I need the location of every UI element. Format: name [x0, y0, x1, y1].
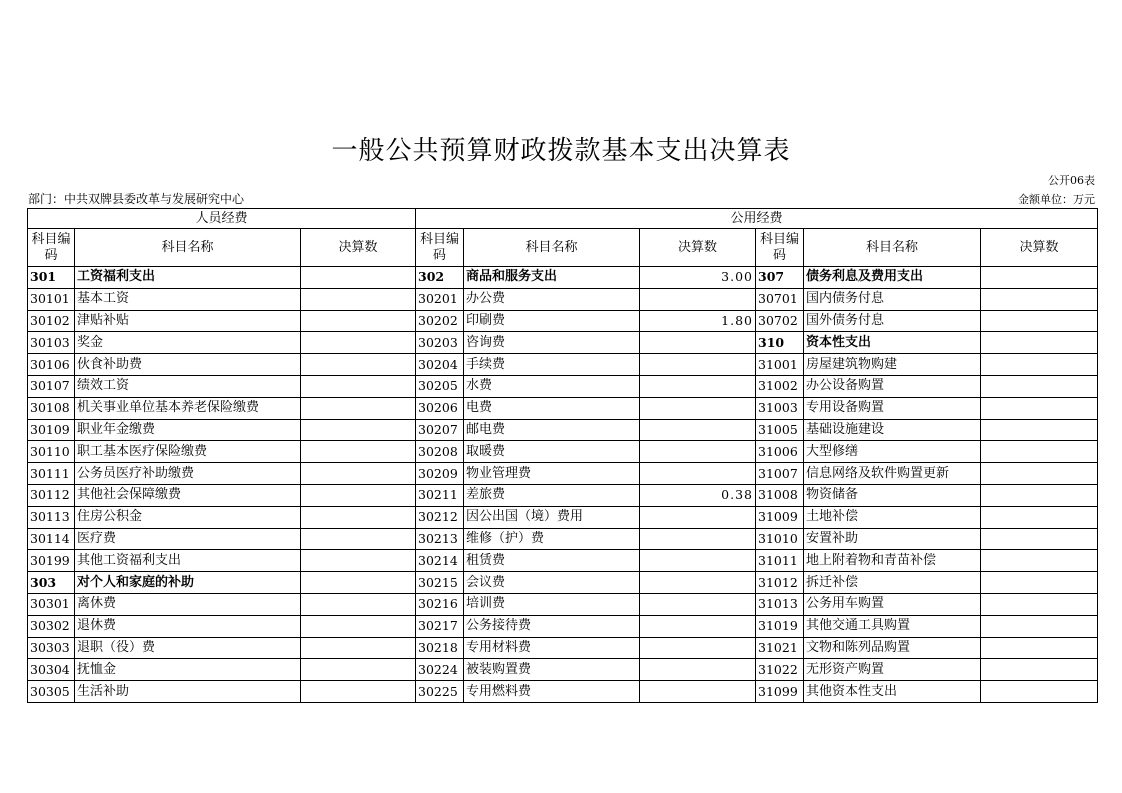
subject-code-cell: 30224 — [416, 659, 464, 681]
subject-code-cell: 31003 — [756, 397, 804, 419]
subject-name-cell: 专用燃料费 — [464, 681, 640, 703]
subject-name-cell: 电费 — [464, 397, 640, 419]
column-header-code: 科目编码 — [416, 229, 464, 267]
amount-cell — [301, 419, 416, 441]
amount-cell — [981, 615, 1098, 637]
subject-name-cell: 办公设备购置 — [804, 375, 981, 397]
table-row — [28, 310, 1098, 332]
subject-name-cell: 土地补偿 — [804, 506, 981, 528]
subject-code-cell: 31099 — [756, 681, 804, 703]
subject-code-cell: 302 — [416, 267, 464, 289]
subject-code-cell: 303 — [28, 572, 75, 594]
form-number: 公开06表 — [1048, 174, 1095, 187]
subject-code-cell: 30106 — [28, 354, 75, 376]
subject-code-cell: 30204 — [416, 354, 464, 376]
table-row — [28, 637, 1098, 659]
amount-cell — [981, 332, 1098, 354]
subject-code-cell: 31009 — [756, 506, 804, 528]
subject-name-cell: 地上附着物和青苗补偿 — [804, 550, 981, 572]
amount-cell — [301, 550, 416, 572]
amount-cell — [301, 354, 416, 376]
subject-name-cell: 拆迁补偿 — [804, 572, 981, 594]
amount-cell — [981, 593, 1098, 615]
table-row — [28, 332, 1098, 354]
amount-cell — [640, 397, 756, 419]
subject-name-cell: 会议费 — [464, 572, 640, 594]
table-row — [28, 506, 1098, 528]
subject-code-cell: 31011 — [756, 550, 804, 572]
subject-name-cell: 水费 — [464, 375, 640, 397]
amount-unit-label: 金额单位：万元 — [1018, 193, 1095, 206]
amount-cell — [640, 419, 756, 441]
subject-code-cell: 30214 — [416, 550, 464, 572]
amount-cell: 0.38 — [640, 484, 756, 506]
amount-cell — [981, 484, 1098, 506]
subject-code-cell: 30212 — [416, 506, 464, 528]
subject-code-cell: 30111 — [28, 463, 75, 485]
amount-cell — [301, 506, 416, 528]
subject-name-cell: 生活补助 — [75, 681, 301, 703]
expenditure-table — [27, 208, 1098, 703]
subject-code-cell: 31013 — [756, 593, 804, 615]
table-row — [28, 593, 1098, 615]
subject-code-cell: 30109 — [28, 419, 75, 441]
subject-name-cell: 大型修缮 — [804, 441, 981, 463]
subject-code-cell: 30202 — [416, 310, 464, 332]
column-header-code: 科目编码 — [756, 229, 804, 267]
amount-cell — [981, 419, 1098, 441]
amount-cell — [981, 267, 1098, 289]
subject-code-cell: 30213 — [416, 528, 464, 550]
subject-code-cell: 30218 — [416, 637, 464, 659]
table-row — [28, 354, 1098, 376]
column-header-amount: 决算数 — [640, 229, 756, 267]
column-header-name: 科目名称 — [804, 229, 981, 267]
subject-name-cell: 抚恤金 — [75, 659, 301, 681]
subject-code-cell: 30215 — [416, 572, 464, 594]
subject-code-cell: 30199 — [28, 550, 75, 572]
subject-name-cell: 咨询费 — [464, 332, 640, 354]
amount-cell — [981, 550, 1098, 572]
amount-cell — [981, 375, 1098, 397]
subject-code-cell: 30207 — [416, 419, 464, 441]
subject-code-cell: 30209 — [416, 463, 464, 485]
subject-code-cell: 30211 — [416, 484, 464, 506]
table-row — [28, 419, 1098, 441]
subject-code-cell: 30206 — [416, 397, 464, 419]
subject-code-cell: 30114 — [28, 528, 75, 550]
amount-cell — [981, 637, 1098, 659]
subject-name-cell: 办公费 — [464, 288, 640, 310]
amount-cell: 1.80 — [640, 310, 756, 332]
amount-cell — [301, 332, 416, 354]
amount-cell — [301, 528, 416, 550]
subject-name-cell: 房屋建筑物购建 — [804, 354, 981, 376]
amount-cell — [640, 354, 756, 376]
subject-name-cell: 伙食补助费 — [75, 354, 301, 376]
amount-cell — [640, 375, 756, 397]
subject-name-cell: 职工基本医疗保险缴费 — [75, 441, 301, 463]
subject-name-cell: 其他工资福利支出 — [75, 550, 301, 572]
subject-code-cell: 30305 — [28, 681, 75, 703]
subject-code-cell: 31002 — [756, 375, 804, 397]
table-row — [28, 267, 1098, 289]
subject-name-cell: 物业管理费 — [464, 463, 640, 485]
subject-code-cell: 30702 — [756, 310, 804, 332]
amount-cell: 3.00 — [640, 267, 756, 289]
department-label: 部门：中共双牌县委改革与发展研究中心 — [28, 192, 245, 206]
amount-cell — [640, 681, 756, 703]
subject-name-cell: 邮电费 — [464, 419, 640, 441]
subject-name-cell: 取暖费 — [464, 441, 640, 463]
table-row — [28, 572, 1098, 594]
page-title: 一般公共预算财政拨款基本支出决算表 — [331, 136, 791, 166]
table-row — [28, 484, 1098, 506]
table-row — [28, 615, 1098, 637]
subject-name-cell: 安置补助 — [804, 528, 981, 550]
subject-name-cell: 公务员医疗补助缴费 — [75, 463, 301, 485]
amount-cell — [301, 593, 416, 615]
subject-name-cell: 其他交通工具购置 — [804, 615, 981, 637]
subject-name-cell: 物资储备 — [804, 484, 981, 506]
subject-code-cell: 301 — [28, 267, 75, 289]
subject-code-cell: 30203 — [416, 332, 464, 354]
subject-code-cell: 310 — [756, 332, 804, 354]
amount-cell — [981, 441, 1098, 463]
amount-cell — [981, 528, 1098, 550]
amount-cell — [640, 637, 756, 659]
amount-cell — [640, 441, 756, 463]
subject-code-cell: 30103 — [28, 332, 75, 354]
group-header-public: 公用经费 — [416, 209, 1098, 229]
subject-name-cell: 商品和服务支出 — [464, 267, 640, 289]
amount-cell — [301, 637, 416, 659]
subject-name-cell: 培训费 — [464, 593, 640, 615]
amount-cell — [640, 528, 756, 550]
amount-cell — [301, 397, 416, 419]
amount-cell — [301, 375, 416, 397]
subject-code-cell: 30302 — [28, 615, 75, 637]
subject-name-cell: 债务利息及费用支出 — [804, 267, 981, 289]
subject-name-cell: 资本性支出 — [804, 332, 981, 354]
subject-name-cell: 机关事业单位基本养老保险缴费 — [75, 397, 301, 419]
amount-cell — [640, 659, 756, 681]
subject-name-cell: 租赁费 — [464, 550, 640, 572]
subject-code-cell: 31001 — [756, 354, 804, 376]
column-header-name: 科目名称 — [464, 229, 640, 267]
group-header-personnel: 人员经费 — [28, 209, 416, 229]
subject-code-cell: 31006 — [756, 441, 804, 463]
amount-cell — [981, 354, 1098, 376]
subject-name-cell: 印刷费 — [464, 310, 640, 332]
amount-cell — [981, 681, 1098, 703]
amount-cell — [301, 288, 416, 310]
subject-name-cell: 维修（护）费 — [464, 528, 640, 550]
subject-name-cell: 手续费 — [464, 354, 640, 376]
subject-code-cell: 30110 — [28, 441, 75, 463]
amount-cell — [301, 463, 416, 485]
subject-name-cell: 工资福利支出 — [75, 267, 301, 289]
subject-name-cell: 退职（役）费 — [75, 637, 301, 659]
subject-name-cell: 公务用车购置 — [804, 593, 981, 615]
table-row — [28, 441, 1098, 463]
subject-name-cell: 信息网络及软件购置更新 — [804, 463, 981, 485]
subject-name-cell: 文物和陈列品购置 — [804, 637, 981, 659]
subject-code-cell: 30107 — [28, 375, 75, 397]
subject-code-cell: 31022 — [756, 659, 804, 681]
amount-cell — [981, 288, 1098, 310]
amount-cell — [640, 593, 756, 615]
amount-cell — [981, 572, 1098, 594]
table-row — [28, 463, 1098, 485]
subject-code-cell: 30208 — [416, 441, 464, 463]
subject-name-cell: 国内债务付息 — [804, 288, 981, 310]
subject-name-cell: 基础设施建设 — [804, 419, 981, 441]
subject-name-cell: 专用材料费 — [464, 637, 640, 659]
subject-name-cell: 被装购置费 — [464, 659, 640, 681]
amount-cell — [981, 506, 1098, 528]
subject-code-cell: 307 — [756, 267, 804, 289]
column-header-amount: 决算数 — [981, 229, 1098, 267]
column-header-code: 科目编码 — [28, 229, 75, 267]
table-row — [28, 288, 1098, 310]
subject-name-cell: 其他社会保障缴费 — [75, 484, 301, 506]
subject-name-cell: 无形资产购置 — [804, 659, 981, 681]
subject-code-cell: 31010 — [756, 528, 804, 550]
amount-cell — [640, 463, 756, 485]
amount-cell — [640, 506, 756, 528]
subject-name-cell: 对个人和家庭的补助 — [75, 572, 301, 594]
amount-cell — [981, 397, 1098, 419]
amount-cell — [301, 681, 416, 703]
subject-code-cell: 30304 — [28, 659, 75, 681]
table-row — [28, 659, 1098, 681]
subject-name-cell: 奖金 — [75, 332, 301, 354]
subject-name-cell: 基本工资 — [75, 288, 301, 310]
subject-code-cell: 30701 — [756, 288, 804, 310]
table-row — [28, 550, 1098, 572]
table-row — [28, 375, 1098, 397]
amount-cell — [640, 332, 756, 354]
amount-cell — [301, 572, 416, 594]
subject-code-cell: 30112 — [28, 484, 75, 506]
amount-cell — [640, 572, 756, 594]
column-header-amount: 决算数 — [301, 229, 416, 267]
subject-code-cell: 30303 — [28, 637, 75, 659]
subject-name-cell: 住房公积金 — [75, 506, 301, 528]
table-row — [28, 528, 1098, 550]
amount-cell — [640, 615, 756, 637]
amount-cell — [301, 659, 416, 681]
subject-code-cell: 31008 — [756, 484, 804, 506]
amount-cell — [301, 484, 416, 506]
amount-cell — [301, 441, 416, 463]
subject-code-cell: 30216 — [416, 593, 464, 615]
subject-name-cell: 职业年金缴费 — [75, 419, 301, 441]
subject-code-cell: 31019 — [756, 615, 804, 637]
subject-name-cell: 津贴补贴 — [75, 310, 301, 332]
table-row — [28, 681, 1098, 703]
subject-code-cell: 30113 — [28, 506, 75, 528]
subject-code-cell: 30201 — [416, 288, 464, 310]
amount-cell — [301, 310, 416, 332]
amount-cell — [301, 267, 416, 289]
amount-cell — [981, 463, 1098, 485]
subject-name-cell: 国外债务付息 — [804, 310, 981, 332]
subject-name-cell: 差旅费 — [464, 484, 640, 506]
subject-code-cell: 31012 — [756, 572, 804, 594]
subject-name-cell: 退休费 — [75, 615, 301, 637]
amount-cell — [640, 288, 756, 310]
amount-cell — [301, 615, 416, 637]
subject-code-cell: 30225 — [416, 681, 464, 703]
subject-code-cell: 31005 — [756, 419, 804, 441]
subject-code-cell: 31007 — [756, 463, 804, 485]
subject-name-cell: 绩效工资 — [75, 375, 301, 397]
subject-name-cell: 医疗费 — [75, 528, 301, 550]
subject-code-cell: 31021 — [756, 637, 804, 659]
subject-code-cell: 30101 — [28, 288, 75, 310]
subject-code-cell: 30301 — [28, 593, 75, 615]
table-row — [28, 397, 1098, 419]
amount-cell — [640, 550, 756, 572]
subject-code-cell: 30205 — [416, 375, 464, 397]
subject-name-cell: 其他资本性支出 — [804, 681, 981, 703]
column-header-name: 科目名称 — [75, 229, 301, 267]
subject-name-cell: 因公出国（境）费用 — [464, 506, 640, 528]
subject-code-cell: 30217 — [416, 615, 464, 637]
subject-code-cell: 30108 — [28, 397, 75, 419]
subject-name-cell: 专用设备购置 — [804, 397, 981, 419]
subject-name-cell: 离休费 — [75, 593, 301, 615]
subject-name-cell: 公务接待费 — [464, 615, 640, 637]
subject-code-cell: 30102 — [28, 310, 75, 332]
amount-cell — [981, 659, 1098, 681]
amount-cell — [981, 310, 1098, 332]
